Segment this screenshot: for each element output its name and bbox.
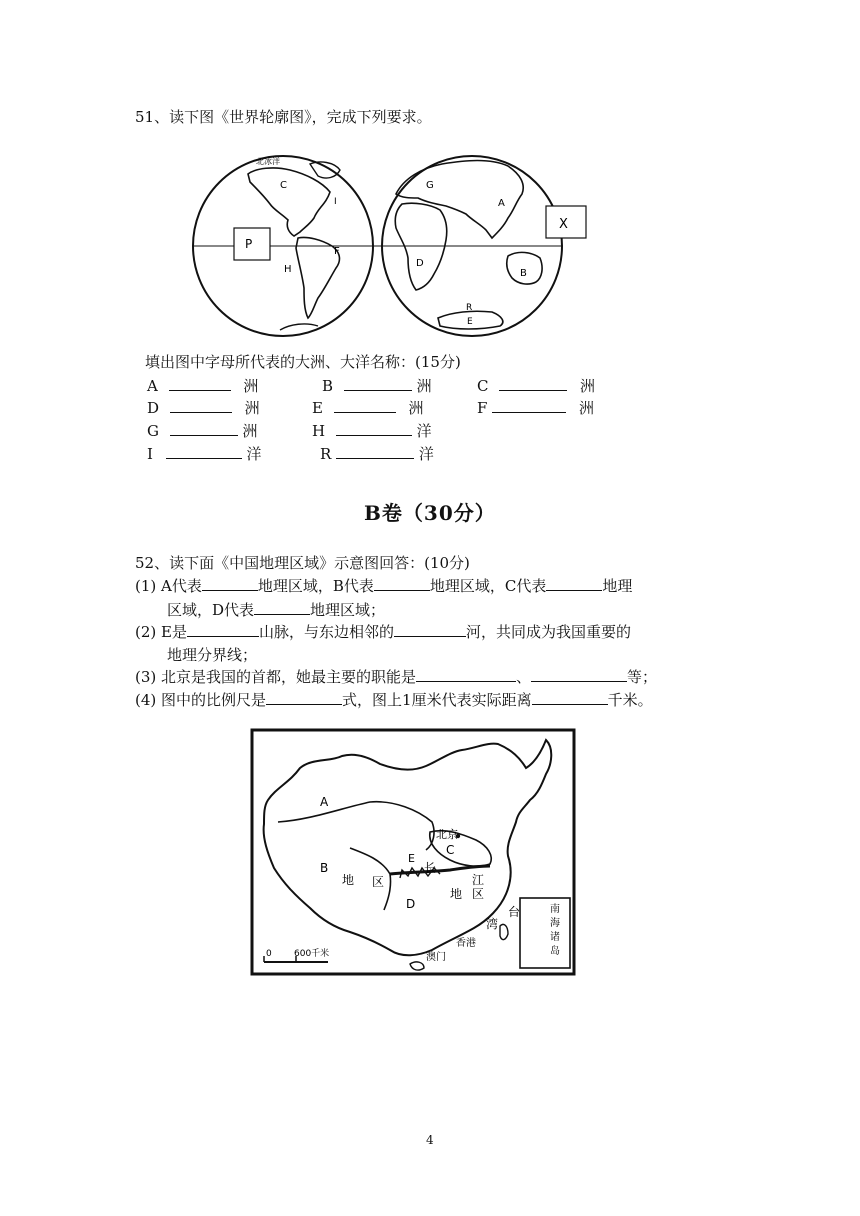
answer-blank[interactable]	[169, 376, 231, 391]
scale-zero-label: 0	[266, 949, 272, 959]
taiwan-label-wan: 湾	[486, 917, 499, 931]
q52-item-3	[135, 667, 657, 687]
answer-blank[interactable]	[336, 444, 414, 459]
question-51-instruction: 填出图中字母所代表的大洲、大洋名称：(15分)	[145, 353, 461, 371]
answer-blank[interactable]	[170, 398, 232, 413]
q52-text: 式，图上1厘米代表实际距离	[342, 691, 532, 709]
answer-blank[interactable]	[374, 576, 430, 591]
map-label-g: G	[426, 180, 434, 191]
fill-suffix: 洲	[244, 399, 260, 417]
q52-item-2-cont: 地理分界线；	[167, 646, 258, 664]
answer-blank[interactable]	[187, 622, 259, 637]
china-label-d-di: 地	[450, 887, 463, 901]
q52-text: 地理	[602, 577, 633, 595]
fill-letter: F	[477, 399, 488, 417]
q52-text: (1) A代表	[135, 577, 202, 595]
fill-suffix: 洋	[246, 445, 262, 463]
q52-item-1-cont	[167, 600, 385, 620]
answer-blank[interactable]	[334, 398, 396, 413]
q52-item-4	[135, 690, 653, 710]
china-label-b-qu: 区	[372, 875, 385, 889]
fill-letter: A	[147, 377, 158, 395]
q52-text: (3) 北京是我国的首都，她最主要的职能是	[135, 668, 417, 686]
china-label-jiang: 江	[472, 873, 485, 887]
macau-label: 澳门	[426, 952, 446, 963]
q52-text: 地理区域，B代表	[257, 577, 374, 595]
map-label-d: D	[416, 258, 424, 269]
q52-text: 等；	[627, 668, 658, 686]
fill-letter: C	[477, 377, 489, 395]
fill-suffix: 洲	[580, 377, 596, 395]
fill-row-3	[147, 421, 258, 441]
antarctica-west-shape	[280, 324, 318, 330]
q52-text: 地理区域，C代表	[429, 577, 547, 595]
hongkong-label: 香港	[456, 938, 476, 949]
answer-blank[interactable]	[266, 690, 342, 705]
fill-suffix: 洲	[416, 377, 432, 395]
arctic-ocean-label: 北冰洋	[256, 157, 280, 166]
north-america-shape	[248, 168, 330, 236]
answer-blank[interactable]	[394, 622, 466, 637]
fill-suffix: 洲	[243, 377, 259, 395]
scale-value-label: 600千米	[294, 949, 330, 959]
map-label-x: X	[559, 217, 568, 232]
answer-blank[interactable]	[166, 444, 242, 459]
q52-text: 山脉，与东边相邻的	[258, 623, 394, 641]
q52-text: (4) 图中的比例尺是	[135, 691, 267, 709]
fill-suffix: 洲	[408, 399, 424, 417]
q52-text: 、	[516, 668, 532, 686]
page-number: 4	[426, 1133, 434, 1147]
answer-blank[interactable]	[492, 398, 566, 413]
q52-text: 河，共同成为我国重要的	[465, 623, 631, 641]
world-outline-map	[190, 148, 610, 344]
map-label-p: P	[245, 237, 253, 251]
south-america-shape	[296, 237, 339, 318]
china-label-b: B	[320, 861, 329, 875]
nanhai-char-3: 诸	[550, 932, 560, 943]
answer-blank[interactable]	[254, 600, 310, 615]
china-label-c: C	[446, 843, 455, 857]
map-label-b: B	[520, 268, 527, 279]
south-china-sea-inset	[520, 898, 570, 968]
china-label-a: A	[320, 795, 329, 809]
map-label-i: I	[334, 197, 337, 207]
question-52-title: 52、读下面《中国地理区域》示意图回答：(10分)	[135, 554, 470, 572]
answer-blank[interactable]	[202, 576, 258, 591]
answer-blank[interactable]	[416, 667, 516, 682]
fill-row-4-b	[320, 444, 434, 464]
fill-row-2	[147, 398, 260, 418]
q52-text: 地理区域；	[310, 601, 386, 619]
fill-row-2-c	[477, 398, 594, 418]
fill-suffix: 洋	[418, 445, 434, 463]
map-label-c: C	[280, 180, 287, 191]
fill-letter: E	[312, 399, 323, 417]
china-regions-map	[250, 728, 580, 978]
map-label-a: A	[498, 198, 505, 209]
question-51-title: 51、读下图《世界轮廓图》，完成下列要求。	[135, 108, 432, 126]
china-label-chang: 长	[424, 861, 437, 875]
africa-shape	[395, 203, 447, 290]
fill-row-1-c	[477, 376, 595, 396]
fill-row-1-b	[322, 376, 432, 396]
q52-item-2	[135, 622, 631, 642]
nanhai-char-4: 岛	[550, 946, 560, 957]
nanhai-char-2: 海	[550, 918, 560, 929]
fill-letter: R	[320, 445, 332, 463]
q52-item-1	[135, 576, 632, 596]
answer-blank[interactable]	[344, 376, 412, 391]
fill-suffix: 洲	[242, 422, 258, 440]
q52-text: 区域，D代表	[167, 601, 255, 619]
map-label-h: H	[284, 264, 292, 275]
china-label-e: E	[408, 852, 415, 865]
section-b-title: B卷（30分）	[364, 501, 496, 525]
answer-blank[interactable]	[531, 667, 627, 682]
fill-row-3-b	[312, 421, 432, 441]
fill-row-4	[147, 444, 262, 464]
q52-text: (2) E是	[135, 623, 187, 641]
answer-blank[interactable]	[546, 576, 602, 591]
q52-text: 千米。	[607, 691, 653, 709]
answer-blank[interactable]	[336, 421, 412, 436]
taiwan-label-tai: 台	[508, 905, 521, 919]
answer-blank[interactable]	[170, 421, 238, 436]
answer-blank[interactable]	[499, 376, 567, 391]
fill-letter: I	[147, 445, 153, 463]
china-label-d: D	[406, 897, 416, 911]
fill-suffix: 洋	[416, 422, 432, 440]
map-label-f: F	[334, 246, 340, 257]
nanhai-char-1: 南	[550, 904, 560, 915]
beijing-label: 北京	[436, 828, 458, 841]
fill-row-2-b	[312, 398, 424, 418]
map-label-e: E	[467, 317, 473, 327]
china-label-d-qu: 区	[472, 887, 485, 901]
fill-letter: H	[312, 422, 326, 440]
fill-row-1	[147, 376, 258, 396]
fill-suffix: 洲	[578, 399, 594, 417]
answer-blank[interactable]	[532, 690, 608, 705]
fill-letter: G	[147, 422, 159, 440]
china-label-b-di: 地	[342, 873, 355, 887]
greenland-shape	[310, 162, 340, 178]
map-label-r: R	[466, 303, 473, 313]
fill-letter: D	[147, 399, 160, 417]
fill-letter: B	[322, 377, 334, 395]
